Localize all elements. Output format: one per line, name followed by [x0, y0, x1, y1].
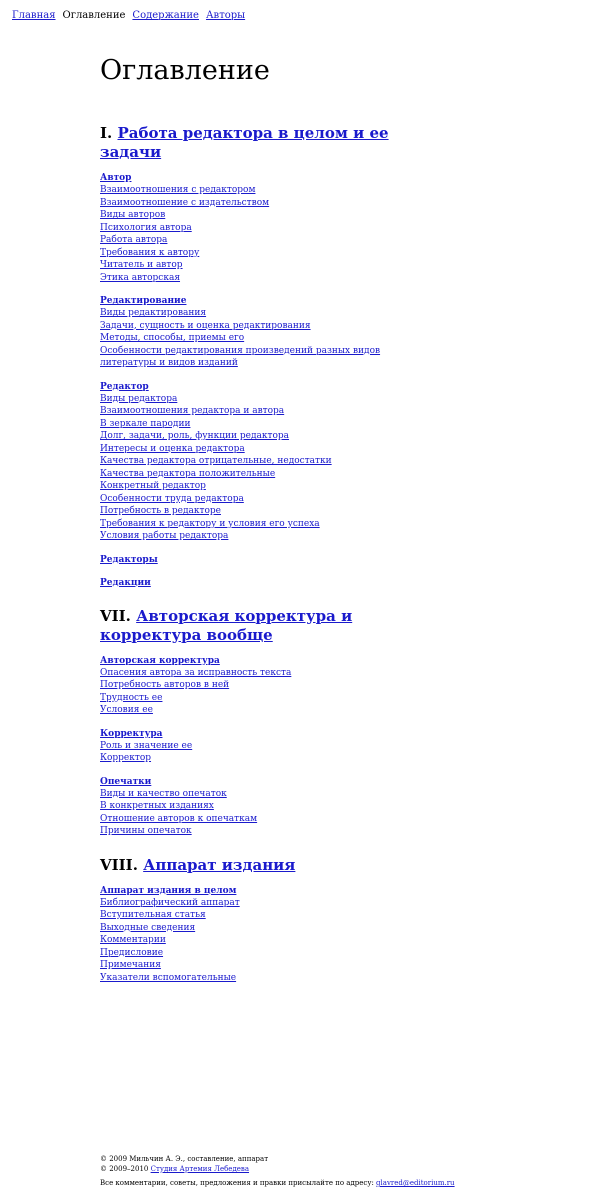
- list-item: [100, 530, 430, 543]
- toc-item-link[interactable]: Особенности редактирования произведений разных видов литературы и видов изданий: [100, 345, 381, 368]
- list-item: [100, 184, 430, 197]
- section-title-link[interactable]: Авторская корректура и корректура вообще: [100, 606, 353, 644]
- toc-section: [100, 124, 430, 589]
- toc-item-link[interactable]: Опасения автора за исправность текста: [100, 667, 292, 678]
- group-item-list: [100, 667, 430, 717]
- group-item-list: [100, 393, 430, 543]
- list-item: [100, 972, 430, 985]
- toc-group: [100, 295, 430, 370]
- toc-item-link[interactable]: Работа автора: [100, 235, 168, 245]
- list-item: [100, 909, 430, 922]
- toc-item-link[interactable]: Условия работы редактора: [100, 531, 229, 541]
- list-item: [100, 679, 430, 692]
- toc-item-link[interactable]: Качества редактора отрицательные, недостатки: [100, 456, 332, 466]
- toc-item-link[interactable]: Библиографический аппарат: [100, 897, 240, 908]
- list-item: [100, 505, 430, 518]
- toc-item-link[interactable]: Указатели вспомогательные: [100, 972, 237, 983]
- list-item: [100, 752, 430, 765]
- list-item: [100, 259, 430, 272]
- section-number: VIII.: [100, 855, 138, 874]
- section-heading: [100, 856, 430, 875]
- toc-item-link[interactable]: Виды редактирования: [100, 308, 207, 318]
- toc-item-link[interactable]: Потребность авторов в ней: [100, 680, 230, 690]
- list-item: [100, 332, 430, 345]
- list-item: [100, 405, 430, 418]
- toc-group: [100, 577, 430, 589]
- list-item: [100, 430, 430, 443]
- section-number: I.: [100, 124, 113, 142]
- list-item: [100, 443, 430, 456]
- group-title-link[interactable]: Опечатки: [100, 776, 152, 787]
- toc-item-link[interactable]: Виды авторов: [100, 210, 166, 220]
- list-item: [100, 197, 430, 210]
- nav-item-3[interactable]: Авторы: [205, 10, 246, 21]
- toc-item-link[interactable]: Качества редактора положительные: [100, 468, 276, 479]
- list-item: [100, 897, 430, 910]
- list-item: [100, 788, 430, 801]
- toc-group: [100, 728, 430, 765]
- toc-item-link[interactable]: Читатель и автор: [100, 260, 183, 270]
- section-heading: [100, 607, 430, 645]
- group-title-link[interactable]: Редакторы: [100, 554, 158, 565]
- toc-item-link[interactable]: Роль и значение ее: [100, 740, 193, 751]
- list-item: [100, 518, 430, 531]
- group-title-link[interactable]: Редактор: [100, 381, 149, 392]
- group-item-list: [100, 897, 430, 985]
- toc-item-link[interactable]: Особенности труда редактора: [100, 493, 244, 504]
- list-item: [100, 922, 430, 935]
- list-item: [100, 272, 430, 285]
- footer-studio-line: [100, 1165, 455, 1175]
- toc-item-link[interactable]: Долг, задачи, роль, функции редактора: [100, 431, 290, 441]
- toc-item-link[interactable]: Требования к редактору и условия его успеха: [100, 518, 320, 529]
- group-item-list: [100, 788, 430, 838]
- list-item: [100, 320, 430, 333]
- toc-item-link[interactable]: Выходные сведения: [100, 922, 196, 933]
- toc-item-link[interactable]: Требования к автору: [100, 247, 200, 258]
- nav-item-0[interactable]: Главная: [12, 10, 56, 21]
- toc-item-link[interactable]: Предисловие: [100, 947, 164, 958]
- list-item: [100, 825, 430, 838]
- list-item: [100, 800, 430, 813]
- footer-contact-line: [100, 1179, 455, 1189]
- group-item-list: [100, 307, 430, 370]
- toc-item-link[interactable]: Методы, способы, приемы его: [100, 333, 245, 343]
- toc-group: [100, 381, 430, 543]
- toc-item-link[interactable]: Отношение авторов к опечаткам: [100, 813, 258, 824]
- list-item: [100, 947, 430, 960]
- list-item: [100, 455, 430, 468]
- list-item: [100, 740, 430, 753]
- top-navigation: [12, 10, 252, 22]
- nav-item-1: Оглавление: [62, 10, 126, 21]
- toc-group: [100, 776, 430, 838]
- toc-item-link[interactable]: В зеркале пародии: [100, 418, 191, 429]
- page-title: Оглавление: [100, 55, 270, 86]
- toc-item-link[interactable]: Виды и качество опечаток: [100, 788, 227, 799]
- toc-item-link[interactable]: Примечания: [100, 960, 161, 970]
- table-of-contents: [100, 124, 430, 1002]
- group-title-link[interactable]: Корректура: [100, 728, 163, 739]
- list-item: [100, 393, 430, 406]
- list-item: [100, 345, 430, 370]
- nav-item-2[interactable]: Содержание: [132, 10, 199, 21]
- toc-item-link[interactable]: Виды редактора: [100, 393, 178, 404]
- toc-item-link[interactable]: Психология автора: [100, 222, 192, 233]
- studio-link[interactable]: Студия Артемия Лебедева: [150, 1164, 250, 1173]
- list-item: [100, 813, 430, 826]
- section-heading: [100, 124, 430, 162]
- group-item-list: [100, 184, 430, 284]
- toc-item-link[interactable]: Условия ее: [100, 705, 153, 715]
- toc-item-link[interactable]: Трудность ее: [100, 692, 163, 703]
- toc-item-link[interactable]: Взаимоотношения редактора и автора: [100, 406, 285, 416]
- section-title-link[interactable]: Работа редактора в целом и ее задачи: [100, 124, 389, 161]
- list-item: [100, 209, 430, 222]
- toc-item-link[interactable]: Взаимоотношение с издательством: [100, 197, 270, 208]
- toc-item-link[interactable]: В конкретных изданиях: [100, 801, 214, 811]
- list-item: [100, 468, 430, 481]
- list-item: [100, 222, 430, 235]
- list-item: [100, 493, 430, 506]
- toc-item-link[interactable]: Задачи, сущность и оценка редактирования: [100, 320, 311, 331]
- toc-item-link[interactable]: Конкретный редактор: [100, 481, 206, 491]
- group-title-link[interactable]: Автор: [100, 173, 132, 183]
- group-title-link[interactable]: Редакции: [100, 577, 151, 588]
- footer-contact-text: Все комментарии, советы, предложения и правки присылайте по адресу:: [100, 1179, 374, 1187]
- toc-item-link[interactable]: Этика авторская: [100, 272, 181, 283]
- list-item: [100, 692, 430, 705]
- toc-section: [100, 856, 430, 985]
- footer: [100, 1155, 455, 1189]
- list-item: [100, 704, 430, 717]
- email-link[interactable]: glavred@editorium.ru: [376, 1179, 455, 1187]
- group-title-link[interactable]: Авторская корректура: [100, 655, 220, 666]
- toc-item-link[interactable]: Потребность в редакторе: [100, 506, 221, 516]
- toc-group: [100, 172, 430, 284]
- list-item: [100, 247, 430, 260]
- group-title-link[interactable]: Аппарат издания в целом: [100, 885, 237, 896]
- toc-item-link[interactable]: Причины опечаток: [100, 826, 192, 836]
- footer-copyright: © 2009 Мильчин А. Э., составление, аппарат: [100, 1155, 269, 1163]
- list-item: [100, 418, 430, 431]
- toc-item-link[interactable]: Взаимоотношения с редактором: [100, 185, 256, 195]
- section-title-link[interactable]: Аппарат издания: [143, 855, 296, 874]
- section-number: VII.: [100, 606, 131, 625]
- toc-item-link[interactable]: Комментарии: [100, 935, 166, 945]
- list-item: [100, 234, 430, 247]
- toc-section: [100, 607, 430, 838]
- toc-item-link[interactable]: Интересы и оценка редактора: [100, 443, 245, 454]
- toc-group: [100, 885, 430, 985]
- toc-item-link[interactable]: Вступительная статья: [100, 910, 206, 920]
- list-item: [100, 667, 430, 680]
- list-item: [100, 934, 430, 947]
- list-item: [100, 480, 430, 493]
- group-title-link[interactable]: Редактирование: [100, 296, 187, 306]
- group-item-list: [100, 740, 430, 765]
- toc-item-link[interactable]: Корректор: [100, 753, 152, 763]
- toc-group: [100, 655, 430, 717]
- toc-group: [100, 554, 430, 566]
- list-item: [100, 307, 430, 320]
- list-item: [100, 959, 430, 972]
- footer-studio-years: © 2009–2010: [100, 1164, 149, 1173]
